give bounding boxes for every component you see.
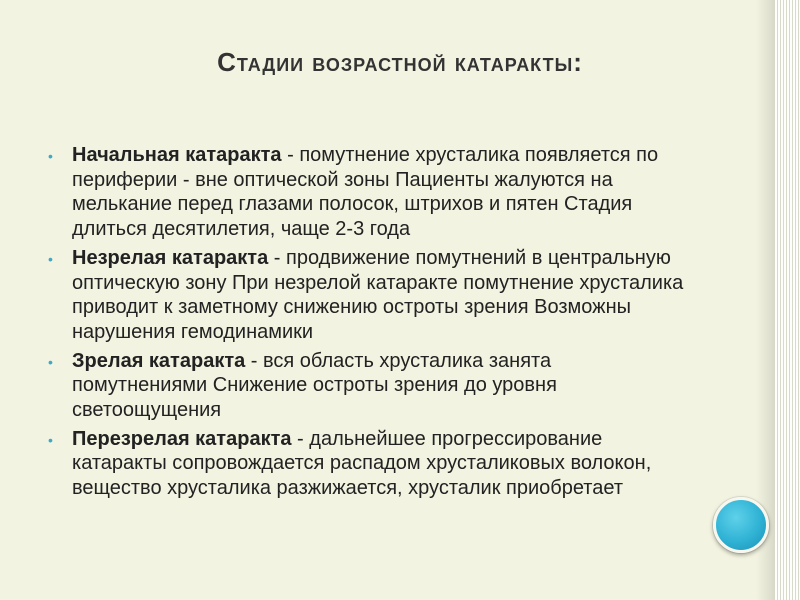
bullet-list: [48, 143, 688, 501]
item-text: - дальнейшее прогрессирование катаракты сопровождается распадом хрусталиковых волокон, вещество хрусталика разжижается, хрусталик приобретает: [72, 427, 652, 500]
bullet-dot-icon: •: [48, 250, 53, 267]
right-decorative-border: [774, 0, 800, 600]
list-item: [48, 246, 688, 345]
item-text: - вся область хрусталика занята помутнениями Снижение остроты зрения до уровня светоощущения: [72, 349, 557, 422]
item-term: Зрелая катаракта: [72, 349, 246, 372]
list-item: [48, 427, 688, 501]
slide-title: Стадии возрастной катаракты:: [217, 47, 583, 77]
circle-orb-icon: [713, 497, 769, 553]
bullet-dot-icon: •: [48, 431, 53, 448]
item-term: Начальная катаракта: [72, 144, 282, 166]
list-item: [48, 143, 688, 242]
item-term: Незрелая катаракта: [72, 246, 269, 269]
slide-content: [48, 143, 688, 600]
list-item: [48, 349, 688, 423]
bullet-dot-icon: •: [48, 148, 53, 164]
bullet-dot-icon: •: [48, 353, 53, 370]
item-text: - продвижение помутнений в центральную оптическую зону При незрелой катаракте помутнение хрусталика приводит к заметному снижению остроты зрения Возможны нарушения гемодинамики: [72, 246, 684, 343]
item-text: - помутнение хрусталика появляется по периферии - вне оптической зоны Пациенты жалуются на мелькание перед глазами полосок, штрихов и пятен Стадия длиться десятилетия, чаще 2-3 года: [72, 144, 659, 241]
item-term: Перезрелая катаракта: [72, 427, 292, 450]
